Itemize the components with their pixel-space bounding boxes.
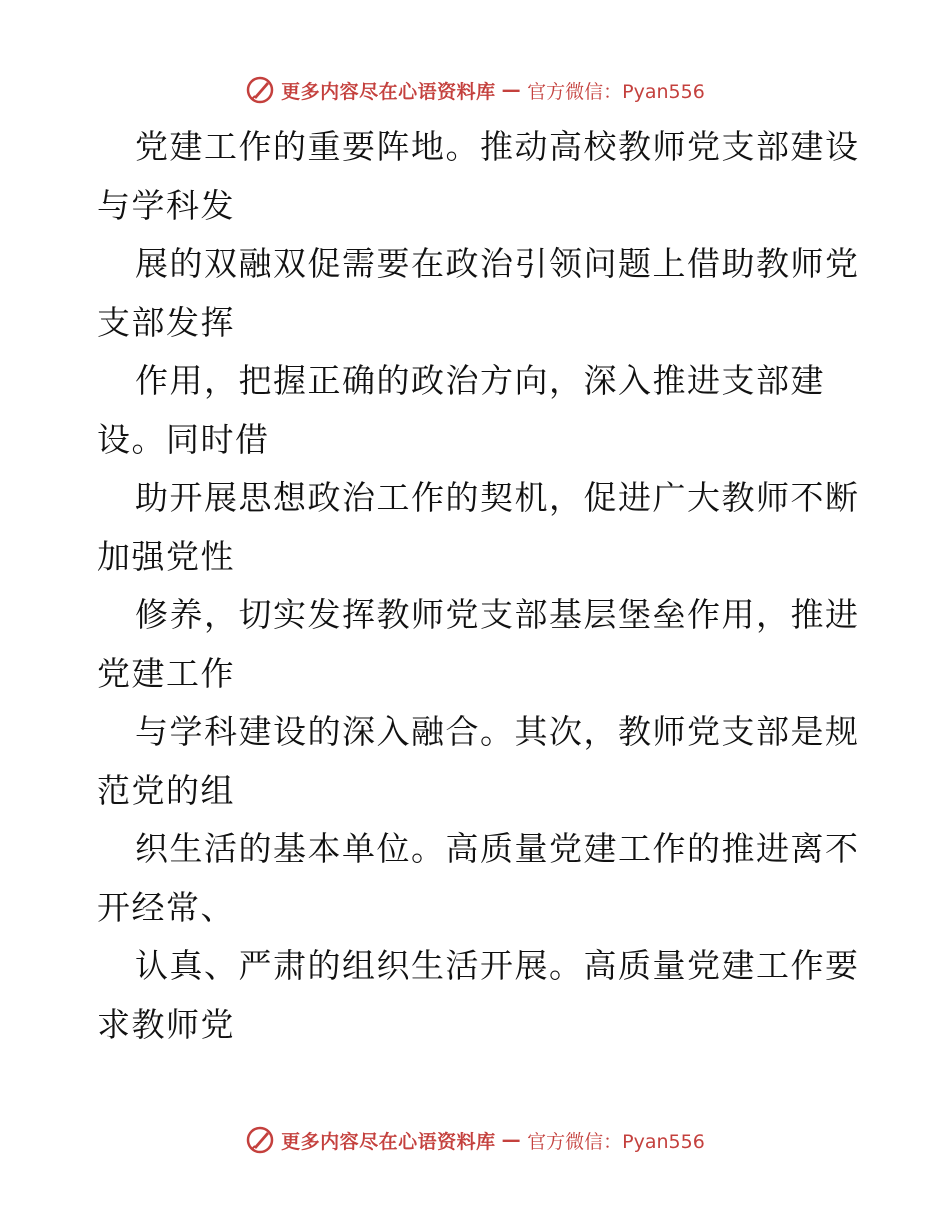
body-line: 认真、严肃的组织生活开展。高质量党建工作要: [135, 946, 860, 985]
body-line: 与学科建设的深入融合。其次，教师党支部是规: [135, 712, 860, 751]
body-line: 支部发挥: [97, 302, 235, 342]
body-line: 与学科发: [97, 185, 235, 225]
quill-logo-icon: [245, 1125, 275, 1155]
body-line: 党建工作的重要阵地。推动高校教师党支部建设: [135, 127, 860, 166]
body-line: 开经常、: [97, 887, 235, 927]
footer-separator: —: [501, 1129, 522, 1151]
quill-logo-icon: [245, 75, 275, 105]
header-wechat-text: 官方微信：Pyan556: [527, 80, 705, 103]
body-line: 加强党性: [97, 536, 235, 576]
body-line: 修养，切实发挥教师党支部基层堡垒作用，推进: [135, 595, 860, 634]
header-separator: —: [501, 79, 522, 101]
footer-brand-text: 更多内容尽在心语资料库: [281, 1130, 496, 1153]
body-line: 展的双融双促需要在政治引领问题上借助教师党: [135, 244, 860, 283]
header-brand-text: 更多内容尽在心语资料库: [281, 80, 496, 103]
body-line: 设。同时借: [97, 419, 270, 459]
body-line: 党建工作: [97, 653, 235, 693]
header-banner: [0, 70, 950, 110]
footer-banner: [0, 1120, 950, 1160]
document-body: [97, 118, 860, 1054]
body-line: 助开展思想政治工作的契机，促进广大教师不断: [135, 478, 860, 517]
body-line: 作用，把握正确的政治方向，深入推进支部建: [135, 361, 825, 400]
body-line: 织生活的基本单位。高质量党建工作的推进离不: [135, 829, 860, 868]
footer-wechat-text: 官方微信：Pyan556: [527, 1130, 705, 1153]
body-line: 范党的组: [97, 770, 235, 810]
body-line: 求教师党: [97, 1004, 235, 1044]
